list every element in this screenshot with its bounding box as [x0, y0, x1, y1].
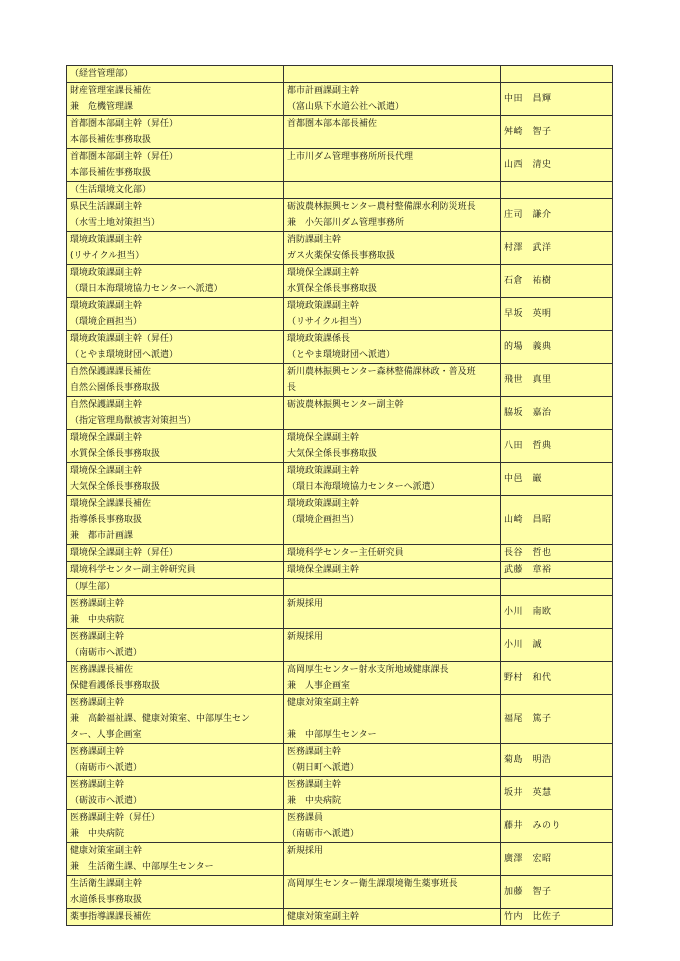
new-post-line: 環境政策課副主幹	[70, 235, 143, 245]
person-name: 菊島 明浩	[501, 744, 613, 777]
old-post-cell	[284, 331, 501, 364]
old-post-line: 兼 人事企画室	[287, 681, 351, 691]
new-post-line: （水雪土地対策担当）	[70, 218, 161, 228]
old-post-cell	[284, 629, 501, 662]
old-post-line: 兼 中央病院	[287, 796, 342, 806]
new-post-cell	[67, 744, 284, 777]
old-post-line: （朝日町へ派遣）	[287, 763, 360, 773]
new-post-cell	[67, 149, 284, 182]
section-row	[67, 182, 613, 199]
old-post-cell	[284, 116, 501, 149]
new-post-line: 医務課副主幹	[70, 747, 125, 757]
old-post-line: （リサイクル担当）	[287, 317, 367, 327]
empty-cell	[284, 66, 501, 83]
new-post-line: （環日本海環境協力センターへ派遣）	[70, 284, 223, 294]
old-post-line: 環境科学センター主任研究員	[287, 548, 404, 558]
person-name: 藤井 みのり	[501, 810, 613, 843]
old-post-line: （とやま環境財団へ派遣）	[287, 350, 396, 360]
empty-cell	[501, 66, 613, 83]
old-post-cell	[284, 199, 501, 232]
person-name: 脇坂 嘉治	[501, 397, 613, 430]
new-post-cell	[67, 199, 284, 232]
person-name: 中田 昌輝	[501, 83, 613, 116]
new-post-line: 兼 危機管理課	[70, 102, 134, 112]
new-post-line: 健康対策室副主幹	[70, 846, 143, 856]
table-row	[67, 629, 613, 662]
table-row	[67, 397, 613, 430]
table-row	[67, 744, 613, 777]
table-row	[67, 562, 613, 579]
old-post-line: 環境政策課副主幹	[287, 466, 360, 476]
table-row	[67, 695, 613, 744]
new-post-line: （南砺市へ派遣）	[70, 763, 143, 773]
table-row	[67, 430, 613, 463]
old-post-line	[287, 859, 497, 875]
old-post-cell	[284, 909, 501, 926]
old-post-line: 兼 小矢部川ダム管理事務所	[287, 218, 405, 228]
new-post-line: 兼 高齢福祉課、健康対策室、中部厚生セン	[70, 714, 251, 724]
table-row	[67, 463, 613, 496]
old-post-line: 消防課副主幹	[287, 235, 342, 245]
person-name: 舛崎 智子	[501, 116, 613, 149]
old-post-line: 環境政策課係長	[287, 334, 351, 344]
table-row	[67, 265, 613, 298]
personnel-table	[66, 65, 613, 926]
new-post-line: 環境科学センター副主幹研究員	[70, 565, 196, 575]
new-post-line: 兼 都市計画課	[70, 531, 134, 541]
new-post-line: 環境保全課課長補佐	[70, 499, 152, 509]
person-name: 竹内 比佐子	[501, 909, 613, 926]
old-post-line: 大気保全係長事務取扱	[287, 449, 378, 459]
person-name: 中邑 巌	[501, 463, 613, 496]
section-row	[67, 579, 613, 596]
old-post-line: 高岡厚生センター衛生課環境衛生薬事班長	[287, 879, 458, 889]
old-post-line: 兼 中部厚生センター	[287, 730, 377, 740]
new-post-cell	[67, 331, 284, 364]
table-row	[67, 662, 613, 695]
new-post-cell	[67, 463, 284, 496]
old-post-cell	[284, 83, 501, 116]
old-post-line: 医務課副主幹	[287, 747, 342, 757]
section-heading: （経営管理部）	[67, 66, 284, 83]
section-row	[67, 66, 613, 83]
person-name: 小川 南欧	[501, 596, 613, 629]
old-post-line: 新規採用	[287, 846, 324, 856]
old-post-line: 環境保全課副主幹	[287, 433, 360, 443]
old-post-line	[287, 612, 497, 628]
old-post-line: 健康対策室副主幹	[287, 698, 360, 708]
new-post-cell	[67, 876, 284, 909]
new-post-cell	[67, 265, 284, 298]
table-row	[67, 331, 613, 364]
old-post-line: 環境政策課副主幹	[287, 499, 360, 509]
person-name: 早坂 英明	[501, 298, 613, 331]
old-post-line	[287, 528, 497, 544]
section-heading: （厚生部）	[67, 579, 284, 596]
old-post-cell	[284, 596, 501, 629]
new-post-cell	[67, 397, 284, 430]
old-post-line: 健康対策室副主幹	[287, 912, 360, 922]
new-post-line: 保健看護係長事務取扱	[70, 681, 161, 691]
old-post-cell	[284, 232, 501, 265]
new-post-line: 環境保全課副主幹	[70, 433, 143, 443]
old-post-line: 環境保全課副主幹	[287, 268, 360, 278]
table-row	[67, 83, 613, 116]
new-post-line: 兼 中央病院	[70, 829, 125, 839]
new-post-line: (リサイクル担当）	[70, 251, 145, 261]
table-row	[67, 545, 613, 562]
old-post-line: 環境政策課副主幹	[287, 301, 360, 311]
old-post-line: （富山県下水道公社へ派遣）	[287, 102, 405, 112]
old-post-cell	[284, 149, 501, 182]
old-post-cell	[284, 496, 501, 545]
old-post-cell	[284, 545, 501, 562]
old-post-line: 医務課副主幹	[287, 780, 342, 790]
new-post-line: 水道係長事務取扱	[70, 895, 143, 905]
old-post-cell	[284, 843, 501, 876]
new-post-cell	[67, 116, 284, 149]
new-post-line: 本部長補佐事務取扱	[70, 168, 152, 178]
old-post-cell	[284, 364, 501, 397]
old-post-line	[287, 132, 497, 148]
new-post-cell	[67, 629, 284, 662]
old-post-cell	[284, 810, 501, 843]
person-name: 福尾 篤子	[501, 695, 613, 744]
old-post-cell	[284, 397, 501, 430]
table-row	[67, 496, 613, 545]
empty-cell	[501, 579, 613, 596]
new-post-line: （南砺市へ派遣）	[70, 648, 143, 658]
old-post-line: 上市川ダム管理事務所所長代理	[287, 152, 414, 162]
new-post-cell	[67, 430, 284, 463]
person-name: 廣澤 宏昭	[501, 843, 613, 876]
old-post-line: 砺波農林振興センター副主幹	[287, 400, 404, 410]
table-row	[67, 199, 613, 232]
new-post-line: 生活衛生課副主幹	[70, 879, 143, 889]
person-name: 山西 清史	[501, 149, 613, 182]
new-post-line: 医務課副主幹	[70, 632, 125, 642]
new-post-line: （砺波市へ派遣）	[70, 796, 143, 806]
old-post-line	[287, 645, 497, 661]
new-post-line: ター、人事企画室	[70, 730, 142, 740]
old-post-line: （環日本海環境協力センターへ派遣）	[287, 482, 440, 492]
old-post-line: （南砺市へ派遣）	[287, 829, 360, 839]
new-post-cell	[67, 662, 284, 695]
old-post-cell	[284, 265, 501, 298]
new-post-cell	[67, 909, 284, 926]
person-name: 坂井 英慧	[501, 777, 613, 810]
old-post-cell	[284, 562, 501, 579]
person-name: 的場 義典	[501, 331, 613, 364]
table-row	[67, 149, 613, 182]
new-post-line: 医務課副主幹	[70, 698, 125, 708]
old-post-line	[287, 413, 497, 429]
new-post-line: 兼 生活衛生課、中部厚生センター	[70, 862, 214, 872]
old-post-line: 砺波農林振興センター農村整備課水利防災班長	[287, 202, 476, 212]
old-post-line: 長	[287, 383, 297, 393]
new-post-line: 医務課副主幹（昇任）	[70, 813, 161, 823]
new-post-cell	[67, 232, 284, 265]
table-row	[67, 364, 613, 397]
empty-cell	[284, 579, 501, 596]
old-post-cell	[284, 298, 501, 331]
new-post-line: 県民生活課副主幹	[70, 202, 143, 212]
new-post-line: 環境政策課副主幹	[70, 268, 143, 278]
person-name: 長谷 哲也	[501, 545, 613, 562]
person-name: 小川 誠	[501, 629, 613, 662]
new-post-cell	[67, 298, 284, 331]
new-post-line: 環境政策課副主幹（昇任）	[70, 334, 179, 344]
table-row	[67, 232, 613, 265]
new-post-cell	[67, 562, 284, 579]
table-row	[67, 810, 613, 843]
new-post-line: （指定管理鳥獣被害対策担当）	[70, 416, 197, 426]
new-post-cell	[67, 843, 284, 876]
person-name: 飛世 真里	[501, 364, 613, 397]
new-post-line: 医務課副主幹	[70, 780, 125, 790]
person-name: 加藤 智子	[501, 876, 613, 909]
old-post-cell	[284, 744, 501, 777]
old-post-cell	[284, 695, 501, 744]
old-post-line: 新規採用	[287, 632, 324, 642]
old-post-cell	[284, 662, 501, 695]
empty-cell	[501, 182, 613, 199]
person-name: 野村 和代	[501, 662, 613, 695]
old-post-cell	[284, 430, 501, 463]
new-post-line: 水質保全係長事務取扱	[70, 449, 161, 459]
new-post-cell	[67, 777, 284, 810]
old-post-line	[287, 165, 497, 181]
old-post-line: 首都圏本部本部長補佐	[287, 119, 378, 129]
section-heading: （生活環境文化部）	[67, 182, 284, 199]
new-post-line: 財産管理室課長補佐	[70, 86, 152, 96]
old-post-line: ガス火薬保安係長事務取扱	[287, 251, 396, 261]
new-post-line: 環境保全課副主幹	[70, 466, 143, 476]
new-post-line: 大気保全係長事務取扱	[70, 482, 161, 492]
table-row	[67, 876, 613, 909]
new-post-line: 首都圏本部副主幹（昇任）	[70, 119, 179, 129]
old-post-line	[287, 892, 497, 908]
person-name: 石倉 祐樹	[501, 265, 613, 298]
new-post-line: 医務課副主幹	[70, 599, 125, 609]
new-post-line: 薬事指導課課長補佐	[70, 912, 152, 922]
new-post-line: 医務課課長補佐	[70, 665, 134, 675]
new-post-line: 環境政策課副主幹	[70, 301, 143, 311]
new-post-line: 自然保護課副主幹	[70, 400, 143, 410]
person-name: 八田 哲典	[501, 430, 613, 463]
new-post-line: 首都圏本部副主幹（昇任）	[70, 152, 179, 162]
personnel-table-body	[67, 66, 613, 926]
new-post-cell	[67, 364, 284, 397]
old-post-line: 高岡厚生センター射水支所地域健康課長	[287, 665, 449, 675]
person-name: 山崎 昌昭	[501, 496, 613, 545]
old-post-line: 新川農林振興センター森林整備課林政・普及班	[287, 367, 476, 377]
old-post-cell	[284, 777, 501, 810]
old-post-cell	[284, 463, 501, 496]
new-post-line: 兼 中央病院	[70, 615, 125, 625]
new-post-cell	[67, 695, 284, 744]
new-post-line: 自然公園係長事務取扱	[70, 383, 161, 393]
old-post-line: 都市計画課副主幹	[287, 86, 360, 96]
old-post-line: 水質保全係長事務取扱	[287, 284, 378, 294]
new-post-cell	[67, 545, 284, 562]
new-post-line: （とやま環境財団へ派遣）	[70, 350, 179, 360]
new-post-line: 指導係長事務取扱	[70, 515, 143, 525]
person-name: 庄司 謙介	[501, 199, 613, 232]
new-post-line: 自然保護課課長補佐	[70, 367, 152, 377]
new-post-line: （環境企画担当）	[70, 317, 143, 327]
person-name: 村澤 武洋	[501, 232, 613, 265]
new-post-cell	[67, 496, 284, 545]
old-post-line	[287, 711, 497, 727]
table-row	[67, 116, 613, 149]
table-row	[67, 843, 613, 876]
old-post-cell	[284, 876, 501, 909]
new-post-cell	[67, 596, 284, 629]
new-post-line: 環境保全課副主幹（昇任）	[70, 548, 179, 558]
table-row	[67, 298, 613, 331]
table-row	[67, 596, 613, 629]
new-post-cell	[67, 83, 284, 116]
new-post-cell	[67, 810, 284, 843]
table-row	[67, 777, 613, 810]
old-post-line: 新規採用	[287, 599, 324, 609]
table-row	[67, 909, 613, 926]
new-post-line: 本部長補佐事務取扱	[70, 135, 152, 145]
old-post-line: 環境保全課副主幹	[287, 565, 360, 575]
person-name: 武藤 章裕	[501, 562, 613, 579]
old-post-line: 医務課員	[287, 813, 324, 823]
old-post-line: （環境企画担当）	[287, 515, 360, 525]
empty-cell	[284, 182, 501, 199]
